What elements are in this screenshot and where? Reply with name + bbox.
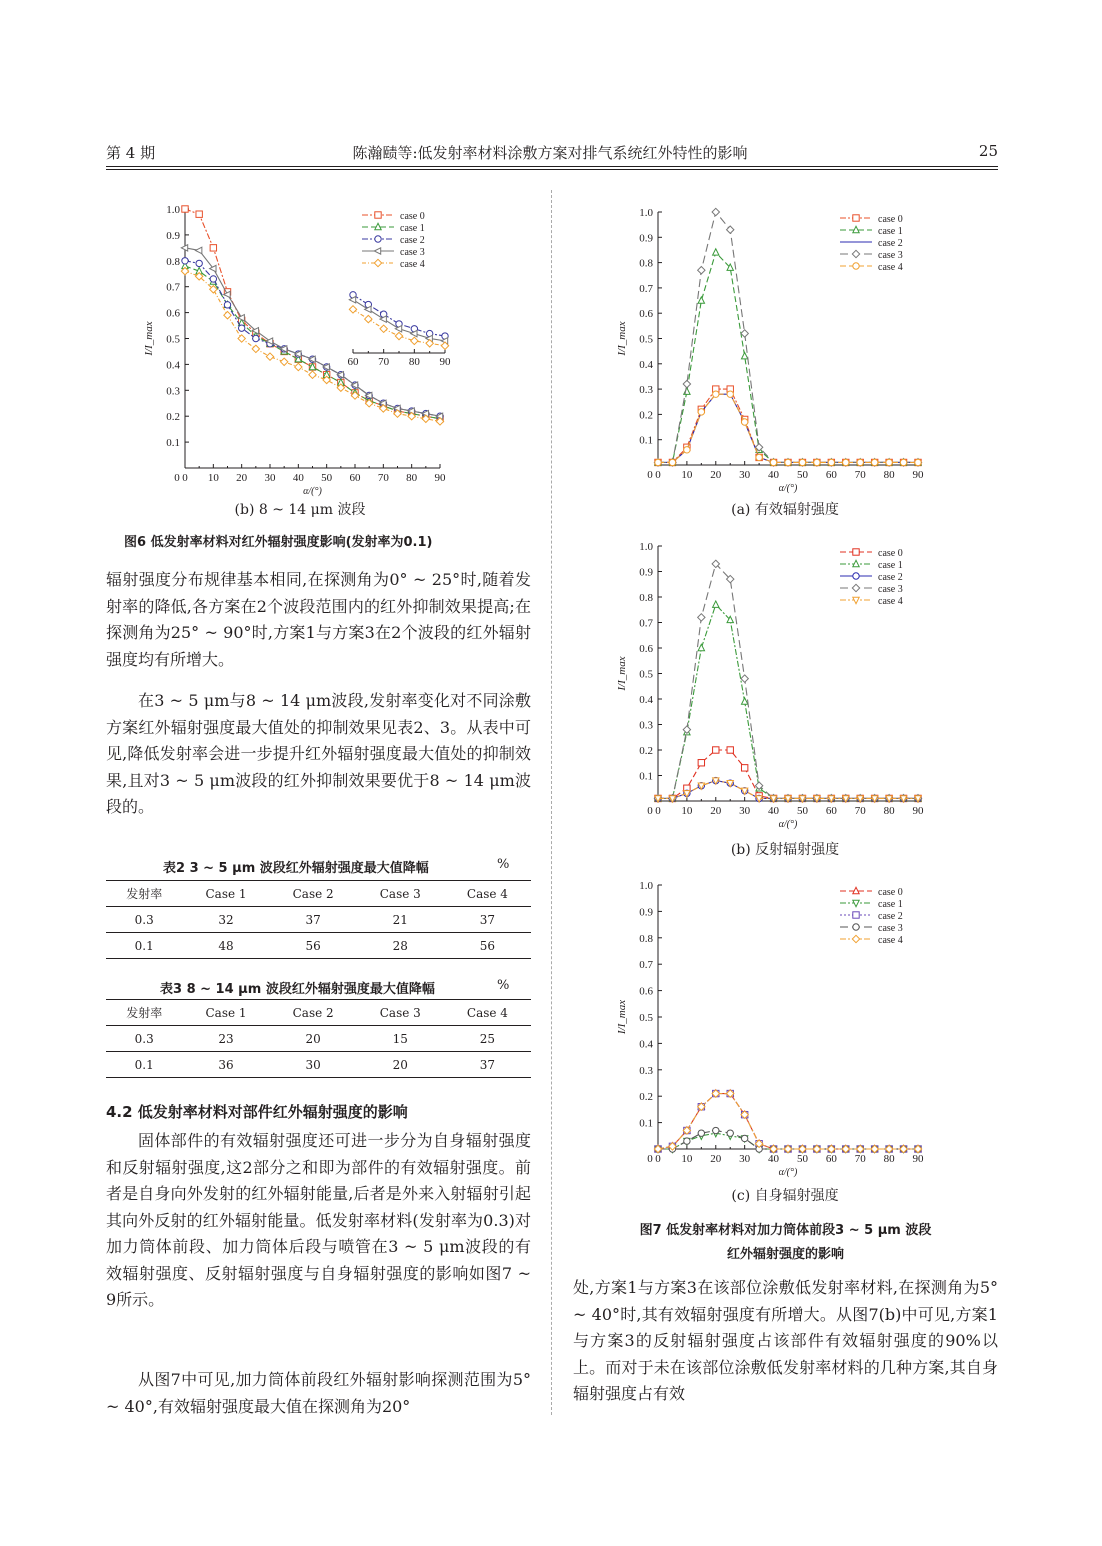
table-cell: 28 [392,938,408,953]
data-point [280,358,287,365]
x-tick-label: 40 [768,805,780,817]
y-tick-label: 0.1 [166,437,180,450]
x-tick-label: 60 [349,472,361,484]
y-tick-label: 0.1 [639,434,653,447]
data-point [698,644,704,650]
table-row [106,1026,531,1052]
y-axis-label: I/I_max [616,321,628,356]
x-axis-label: α/(°) [778,483,798,494]
data-point [698,614,705,621]
y-tick-label: 1.0 [639,207,653,219]
legend-marker [375,236,381,242]
fig6-caption: 图6 低发射率材料对红外辐射强度影响(发射率为0.1) [124,535,433,550]
table-cell: 15 [392,1031,408,1046]
x-tick-label: 30 [264,472,276,484]
x-tick-label: 80 [883,805,895,817]
table3-header: 发射率 [126,1006,163,1020]
data-point [698,760,704,766]
data-point [295,363,302,370]
series-line [658,1094,918,1149]
legend-label: case 2 [400,235,425,246]
x-tick-label: 20 [236,472,248,484]
legend-label: case 3 [878,584,903,595]
y-tick-label: 0.5 [166,333,180,346]
series-line [658,605,918,799]
fig7b-subcaption: (b) 反射辐射强度 [730,842,840,858]
table-cell: 23 [218,1031,234,1046]
data-point [886,459,892,465]
inset-x-tick-label: 70 [378,356,390,368]
y-tick-label: 0.1 [639,770,653,783]
fig7b-chart [608,533,938,833]
data-point [741,765,747,771]
data-point [224,311,231,318]
series-line [185,266,440,419]
x-tick-label: 10 [207,472,219,484]
x-tick-label: 0 [182,472,188,484]
data-point [684,447,690,453]
legend-marker [853,263,859,269]
inset-point [349,306,356,313]
section-heading: 4.2 低发射率材料对部件红外辐射强度的影响 [106,1103,408,1121]
data-point [195,247,201,253]
table3-header: Case 1 [205,1005,247,1020]
y-tick-label: 0.5 [639,333,653,346]
page-number: 25 [978,142,998,160]
data-point [683,380,690,387]
y-tick-label: 1.0 [639,541,653,553]
data-point [655,459,661,465]
legend-label: case 2 [878,911,903,922]
table3 [106,999,531,1078]
x-tick-label: 10 [681,805,693,817]
inset-point [365,315,372,322]
legend-label: case 4 [400,259,425,270]
data-point [741,698,747,704]
x-tick-label: 50 [796,1153,808,1165]
series-line [658,1094,918,1149]
y-axis-label: I/I_max [616,999,628,1035]
table-cell: 21 [392,912,408,927]
x-tick-label: 60 [825,1153,837,1165]
inset-x-tick-label: 90 [439,356,451,368]
y-tick-label: 1.0 [166,204,180,216]
data-point [799,459,805,465]
data-point [252,345,259,352]
y-tick-label: 0.3 [639,719,653,732]
y-tick-label: 0.3 [639,1064,653,1077]
legend-marker [853,215,859,221]
data-point [238,335,245,342]
paragraph-3: 固体部件的有效辐射强度还可进一步分为自身辐射强度和反射辐射强度,这2部分之和即为部件的有效辐射强度。前者是自身向外发射的红外辐射能量,后者是外来入射辐射引起其向外反射的红外辐射能量。低发射率材料(发射率为0.3)对加力筒体前段、加力筒体后段与喷管在3 ~ 5 μm波段的有效辐射强度、反射辐射强度与自身辐射强度的影响如图7 ~ 9所示。 [106,1131,531,1309]
x-tick-label: 50 [796,805,808,817]
data-point [741,419,747,425]
fig6b-subcaption: (b) 8 ~ 14 μm 波段 [234,502,366,518]
data-point [727,1130,733,1136]
data-point [224,302,230,308]
data-point [770,459,776,465]
x-tick-label: 50 [321,472,333,484]
data-point [713,249,719,255]
series-case-2 [655,1090,921,1152]
table2 [106,880,531,959]
y-tick-label: 0.4 [639,694,653,706]
table-cell: 56 [479,938,496,953]
table2-header: Case 4 [466,886,508,901]
table-cell: 37 [479,912,496,927]
table-cell: 20 [392,1057,408,1072]
inset-point [395,332,402,339]
table-cell: 0.1 [134,938,154,953]
table2-header: 发射率 [126,887,163,901]
data-point [698,1130,704,1136]
x-tick-label: 10 [681,469,693,481]
table3-title: 表3 8 ~ 14 μm 波段红外辐射强度最大值降幅 [160,982,435,997]
x-tick-label: 10 [681,1153,693,1165]
series-line [658,389,918,462]
table-cell: 30 [305,1057,321,1072]
paragraph-4: 从图7中可见,加力筒体前段红外辐射影响探测范围为5° ~ 40°,有效辐射强度最大值在探测角为20° [106,1370,531,1416]
table-row [106,933,531,959]
y-tick-label: 0.2 [639,409,653,422]
legend-label: case 0 [878,214,903,225]
legend-marker [853,573,859,579]
legend-label: case 3 [400,247,425,258]
fig7a-chart [608,200,938,495]
inset-point [380,325,387,332]
data-point [683,726,690,733]
header-rule [106,166,998,167]
table-cell: 32 [218,912,234,927]
legend-label: case 0 [400,211,425,222]
legend-label: case 1 [878,560,903,571]
paragraph-2: 在3 ~ 5 μm与8 ~ 14 μm波段,发射率变化对不同涂敷方案红外辐射强度最大值处的抑制效果见表2、3。从表中可见,降低发射率会进一步提升红外辐射强度最大值处的抑制效果,且对3 ~ 5 μm波段的红外抑制效果要优于8 ~ 14 μm波段的。 [106,691,531,816]
y-tick-label: 0.9 [639,566,653,579]
table-cell: 0.3 [134,912,154,927]
data-point [843,459,849,465]
y-tick-label: 0.2 [166,411,180,424]
x-tick-label: 0 [647,469,653,481]
inset-x-tick-label: 60 [347,356,359,368]
legend-label: case 2 [878,238,903,249]
y-tick-label: 0.6 [639,643,653,655]
series-case-1 [655,249,921,465]
y-tick-label: 0.8 [639,932,653,945]
data-point [828,459,834,465]
legend-marker [853,549,859,555]
x-tick-label: 0 [647,805,653,817]
series-case-4 [654,1090,921,1153]
y-tick-label: 0.6 [639,985,653,998]
legend-label: case 1 [878,226,903,237]
journal-issue: 第 4 期 [106,144,156,162]
legend-marker [852,250,859,257]
data-point [210,276,216,282]
data-point [182,258,188,264]
legend-label: case 0 [878,548,903,559]
y-axis-label: I/I_max [143,321,155,356]
legend-label: case 1 [878,899,903,910]
y-tick-label: 0.5 [639,668,653,681]
data-point [253,335,259,341]
series-case-4 [655,391,921,466]
series-line [185,261,440,416]
data-point [713,391,719,397]
legend-marker [852,935,859,942]
data-point [900,459,906,465]
y-tick-label: 0.8 [639,257,653,270]
data-point [741,675,748,682]
data-point [210,265,216,271]
column-divider [551,190,552,1415]
series-case-4 [655,778,921,802]
y-tick-label: 1.0 [639,880,653,892]
data-point [741,353,747,359]
series-case-0 [655,386,921,466]
table2-header: Case 1 [205,886,247,901]
table-row [106,907,531,933]
data-point [741,1135,747,1141]
table-cell: 25 [479,1031,496,1046]
legend-label: case 0 [878,887,903,898]
fig7-caption-line2: 红外辐射强度的影响 [726,1247,844,1262]
x-tick-label: 0 [655,805,661,817]
y-tick-label: 0.6 [639,308,653,321]
table-cell: 37 [305,912,321,927]
table2-header: Case 2 [292,886,334,901]
x-tick-label: 30 [739,805,751,817]
data-point [741,330,748,337]
x-axis-label: α/(°) [778,1167,798,1178]
legend-label: case 1 [400,223,425,234]
series-line [658,252,918,462]
table3-header: Case 2 [292,1005,334,1020]
legend-label: case 4 [878,262,903,273]
data-point [814,459,820,465]
y-tick-label: 0.6 [166,307,180,320]
x-tick-label: 70 [854,1153,866,1165]
y-tick-label: 0.4 [166,359,180,372]
table-row [106,1052,531,1078]
legend-marker [853,912,859,918]
legend-label: case 2 [878,572,903,583]
x-tick-label: 40 [292,472,304,484]
paragraph-5: 处,方案1与方案3在该部位涂敷低发射率材料,在探测角为5° ~ 40°时,其有效辐射强度有所增大。从图7(b)中可见,方案1与方案3的反射辐射强度占该部件有效辐射强度的90%以上。而对于未在该部位涂敷低发射率材料的几种方案,其自身辐射强度占有效 [573,1278,998,1403]
x-tick-label: 60 [825,469,837,481]
fig7c-chart [608,872,938,1182]
data-point [712,208,719,215]
inset-point [411,337,418,344]
y-tick-label: 0.2 [639,1091,653,1104]
series-line [658,1094,918,1149]
header-rule-2 [106,169,998,170]
data-point [727,747,733,753]
data-point [871,459,877,465]
x-tick-label: 70 [377,472,389,484]
x-tick-label: 0 [647,1153,653,1165]
x-tick-label: 40 [768,469,780,481]
x-tick-label: 60 [825,805,837,817]
series-line [185,271,440,421]
series-line [658,394,918,462]
data-point [266,353,273,360]
y-tick-label: 0.9 [639,906,653,919]
x-tick-label: 0 [174,472,180,484]
fig7-caption-line1: 图7 低发射率材料对加力筒体前段3 ~ 5 μm 波段 [639,1223,932,1238]
running-title: 陈瀚赜等:低发射率材料涂敷方案对排气系统红外特性的影响 [352,144,748,162]
data-point [309,371,316,378]
inset-x-tick-label: 80 [408,356,420,368]
fig6b-chart [140,195,460,500]
y-axis-label: I/I_max [616,656,628,691]
data-point [182,206,188,212]
x-tick-label: 80 [883,1153,895,1165]
data-point [684,1138,690,1144]
legend-label: case 3 [878,250,903,261]
y-tick-label: 0.7 [166,281,180,294]
table-cell: 0.3 [134,1031,154,1046]
legend-marker [853,924,859,930]
series-case-0 [655,1090,921,1152]
series-case-4 [181,267,443,425]
y-tick-label: 0.8 [639,592,653,604]
table-cell: 48 [218,938,234,953]
x-axis-label: α/(°) [303,486,322,497]
x-tick-label: 80 [406,472,418,484]
data-point [698,266,705,273]
legend-label: case 4 [878,596,903,607]
data-point [196,260,202,266]
x-tick-label: 70 [854,805,866,817]
y-tick-label: 0.4 [639,358,653,371]
x-tick-label: 0 [655,1153,661,1165]
series-case-1 [182,262,443,421]
series-line [658,394,918,462]
y-tick-label: 0.4 [639,1038,653,1051]
y-tick-label: 0.8 [166,255,180,268]
table3-header: Case 3 [379,1005,421,1020]
legend-marker [374,259,381,266]
table-cell: 20 [305,1031,321,1046]
table-cell: 36 [218,1057,234,1072]
data-point [713,747,719,753]
y-tick-label: 0.7 [639,959,653,972]
table-cell: 0.1 [134,1057,154,1072]
x-tick-label: 30 [739,469,751,481]
table-cell: 56 [305,938,321,953]
series-case-1 [655,601,921,801]
fig7c-subcaption: (c) 自身辐射强度 [731,1188,839,1204]
y-tick-label: 0.7 [639,617,653,630]
y-tick-label: 0.3 [166,385,180,398]
table3-unit: % [497,978,510,993]
y-tick-label: 0.5 [639,1012,653,1024]
data-point [698,297,704,303]
paragraph-1: 辐射强度分布规律基本相同,在探测角为0° ~ 25°时,随着发射率的降低,各方案在2个波段范围内的红外抑制效果提高;在探测角为25° ~ 90°时,方案1与方案3在2个波段的红外辐射强度均有所增大。 [106,570,531,669]
legend-label: case 4 [878,935,903,946]
data-point [713,1127,719,1133]
table2-title: 表2 3 ~ 5 μm 波段红外辐射强度最大值降幅 [163,861,429,876]
y-tick-label: 0.9 [166,229,180,242]
fig7a-subcaption: (a) 有效辐射强度 [731,502,839,518]
x-tick-label: 80 [883,469,895,481]
data-point [238,325,244,331]
x-tick-label: 50 [796,469,808,481]
data-point [210,245,216,251]
table3-header: Case 4 [466,1005,508,1020]
y-tick-label: 0.7 [639,282,653,295]
series-case-0 [655,747,921,802]
data-point [857,459,863,465]
x-tick-label: 40 [768,1153,780,1165]
legend-marker [852,584,859,591]
x-tick-label: 90 [912,469,924,481]
legend-marker [375,212,381,218]
x-tick-label: 90 [912,1153,924,1165]
y-tick-label: 0.2 [639,745,653,757]
data-point [785,459,791,465]
table2-header: Case 3 [379,886,421,901]
x-tick-label: 90 [434,472,446,484]
data-point [727,391,733,397]
table-cell: 37 [479,1057,496,1072]
table2-unit: % [497,857,510,872]
x-tick-label: 20 [710,1153,722,1165]
x-tick-label: 20 [710,469,722,481]
y-tick-label: 0.1 [639,1117,653,1130]
legend-marker [374,248,380,254]
x-tick-label: 70 [854,469,866,481]
x-tick-label: 90 [912,805,924,817]
x-tick-label: 30 [739,1153,751,1165]
data-point [756,454,762,460]
series-line [658,750,918,798]
data-point [713,601,719,607]
data-point [196,211,202,217]
x-tick-label: 0 [655,469,661,481]
data-point [698,409,704,415]
legend-label: case 3 [878,923,903,934]
y-tick-label: 0.3 [639,384,653,397]
series-case-2 [658,394,918,462]
y-tick-label: 0.9 [639,232,653,245]
data-point [915,459,921,465]
x-tick-label: 20 [710,805,722,817]
data-point [669,459,675,465]
x-axis-label: α/(°) [778,819,798,830]
